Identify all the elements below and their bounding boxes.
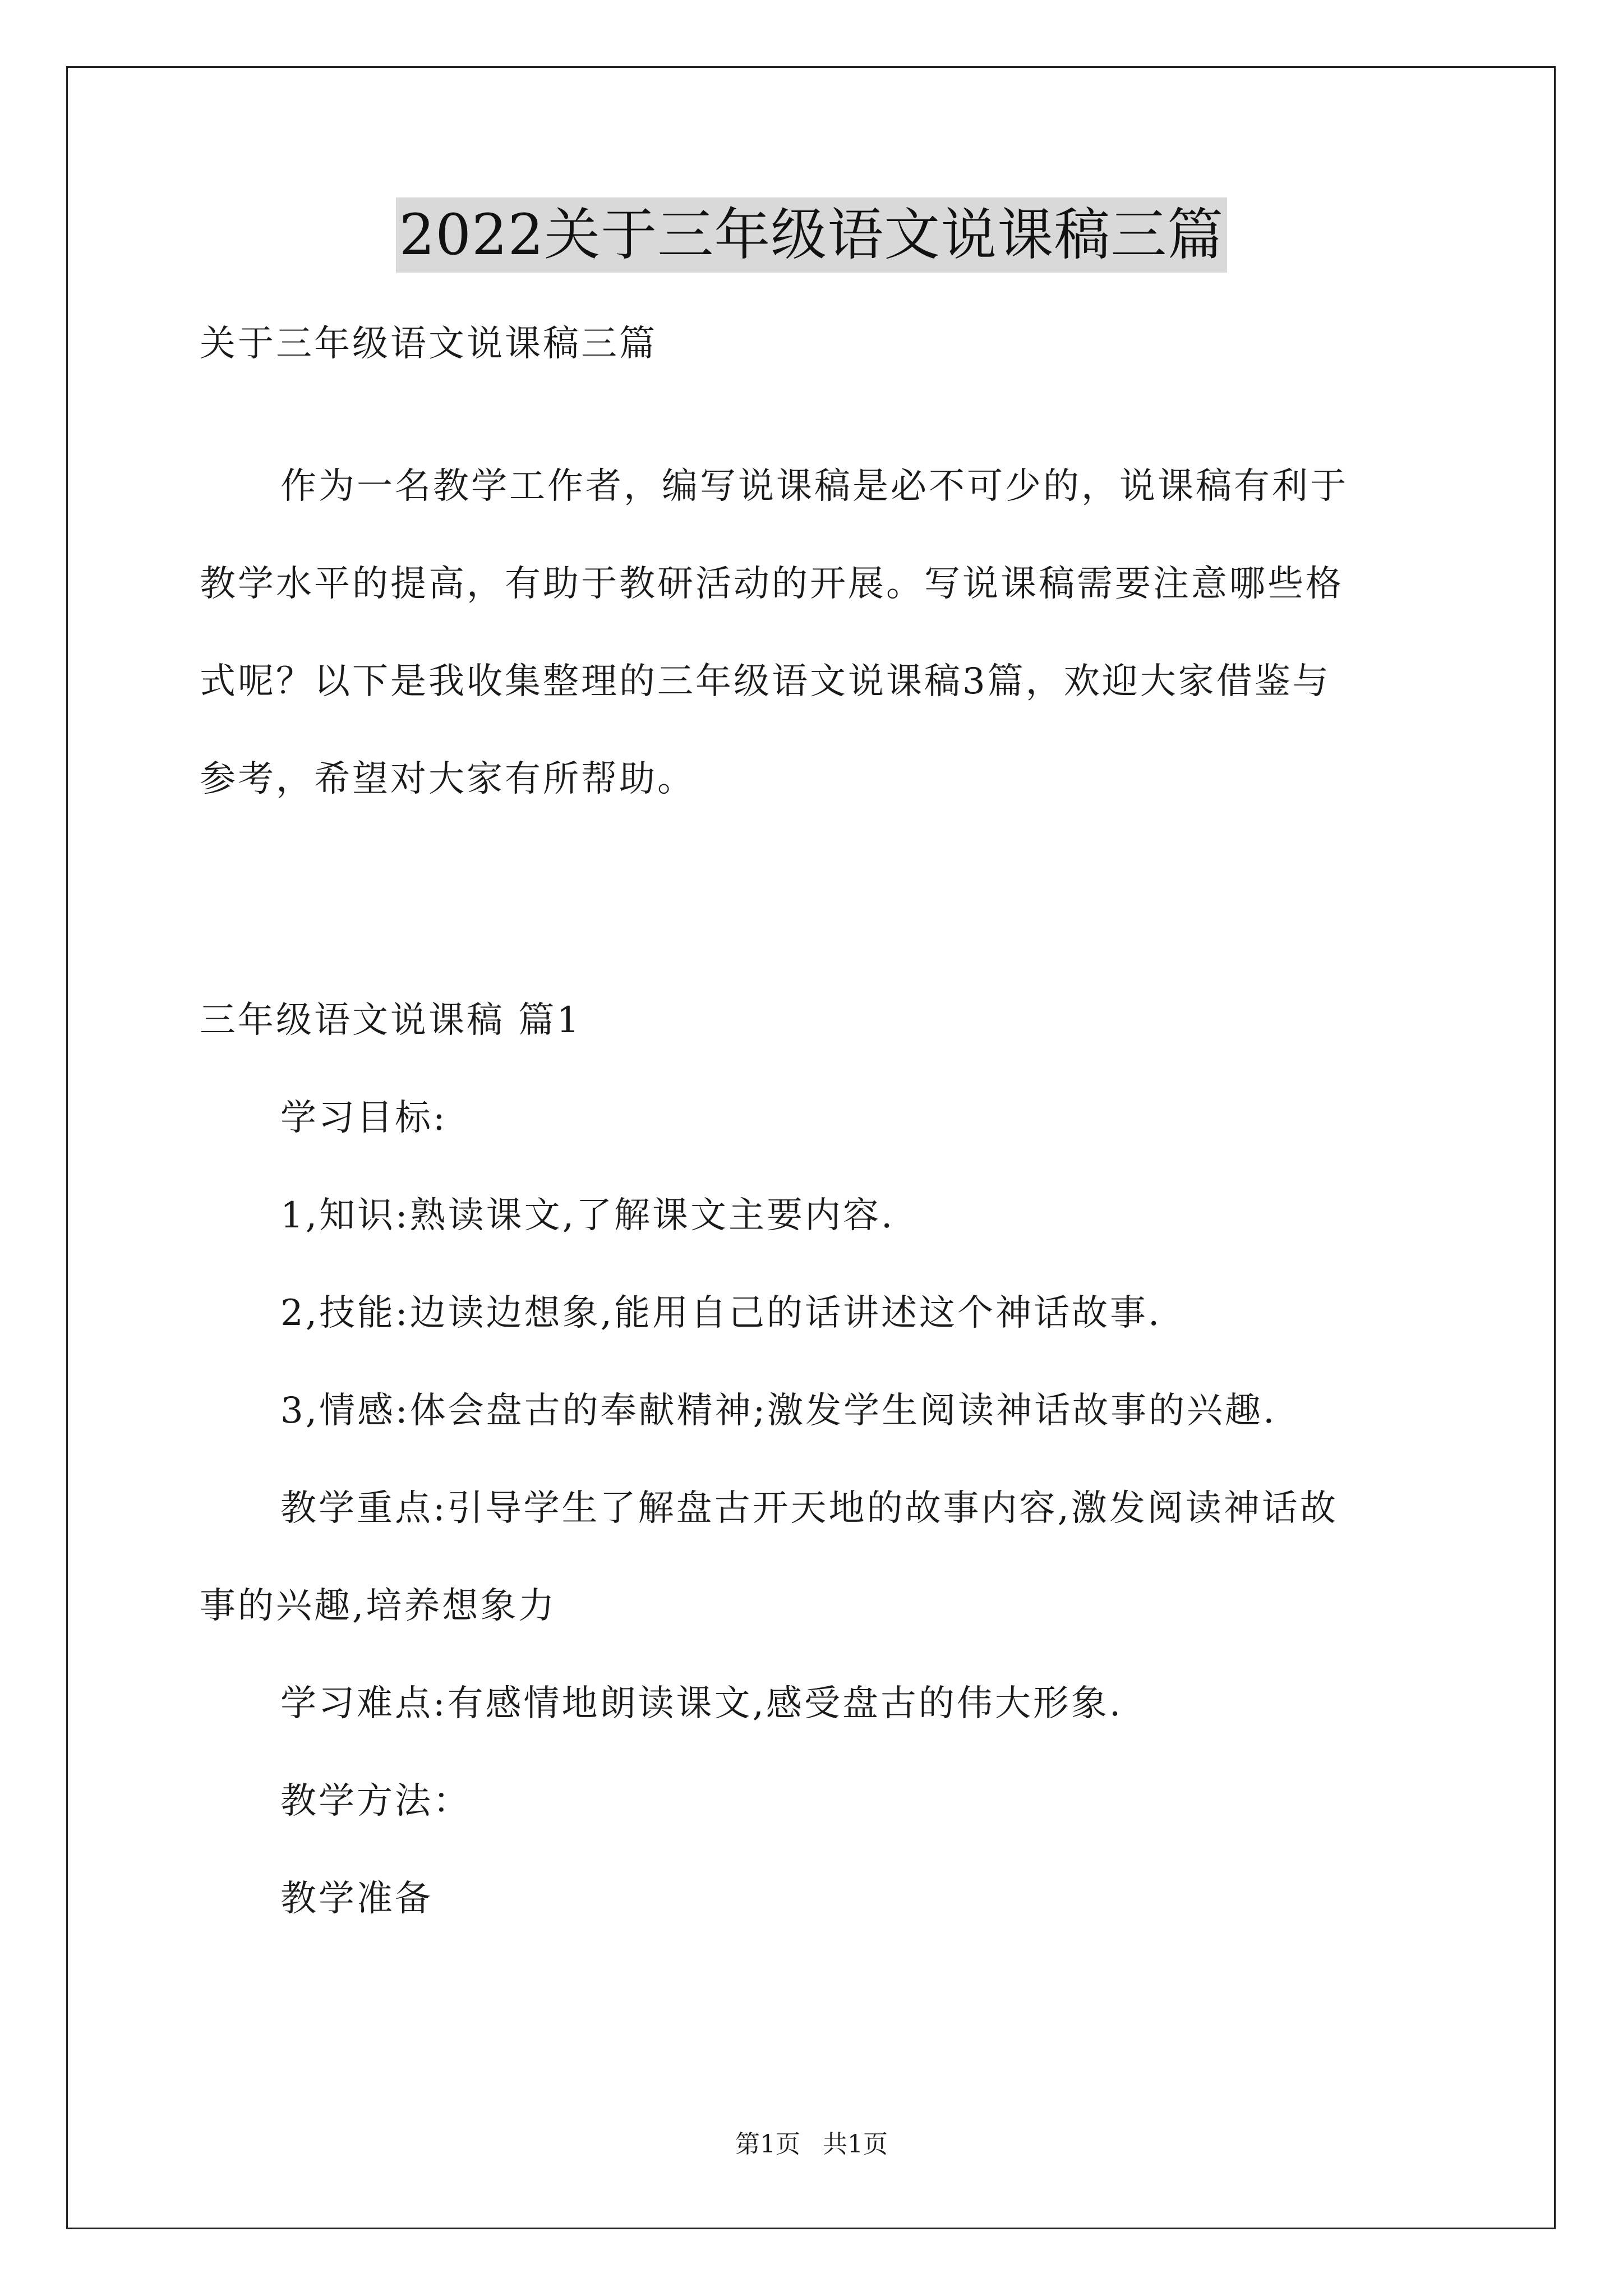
goal-skill: 2,技能:边读边想象,能用自己的话讲述这个神话故事. — [280, 1292, 1162, 1334]
key-point-line-2: 事的兴趣,培养想象力 — [200, 1585, 557, 1627]
intro-line-1: 作为一名教学工作者，编写说课稿是必不可少的，说课稿有利于 — [280, 466, 1348, 507]
preparation-label: 教学准备 — [280, 1878, 433, 1920]
intro-line-4: 参考，希望对大家有所帮助。 — [200, 758, 695, 800]
page-total: 共1页 — [823, 2130, 888, 2159]
title-container — [0, 197, 1623, 273]
difficulty-line: 学习难点:有感情地朗读课文,感受盘古的伟大形象. — [280, 1683, 1123, 1724]
subtitle-line: 关于三年级语文说课稿三篇 — [200, 323, 657, 365]
section-heading: 三年级语文说课稿 篇1 — [200, 1000, 582, 1041]
page-footer — [0, 2128, 1623, 2161]
intro-line-2: 教学水平的提高，有助于教研活动的开展。写说课稿需要注意哪些格 — [200, 563, 1344, 605]
method-label: 教学方法： — [280, 1780, 471, 1822]
goal-emotion: 3,情感:体会盘古的奉献精神;激发学生阅读神话故事的兴趣. — [280, 1390, 1277, 1432]
page-number: 第1页 — [735, 2130, 800, 2159]
intro-line-3: 式呢？以下是我收集整理的三年级语文说课稿3篇，欢迎大家借鉴与 — [200, 661, 1331, 702]
key-point-line-1: 教学重点:引导学生了解盘古开天地的故事内容,激发阅读神话故 — [280, 1488, 1338, 1529]
goals-label: 学习目标: — [280, 1097, 448, 1139]
document-title: 2022关于三年级语文说课稿三篇 — [396, 197, 1228, 273]
goal-knowledge: 1,知识:熟读课文,了解课文主要内容. — [280, 1195, 895, 1236]
